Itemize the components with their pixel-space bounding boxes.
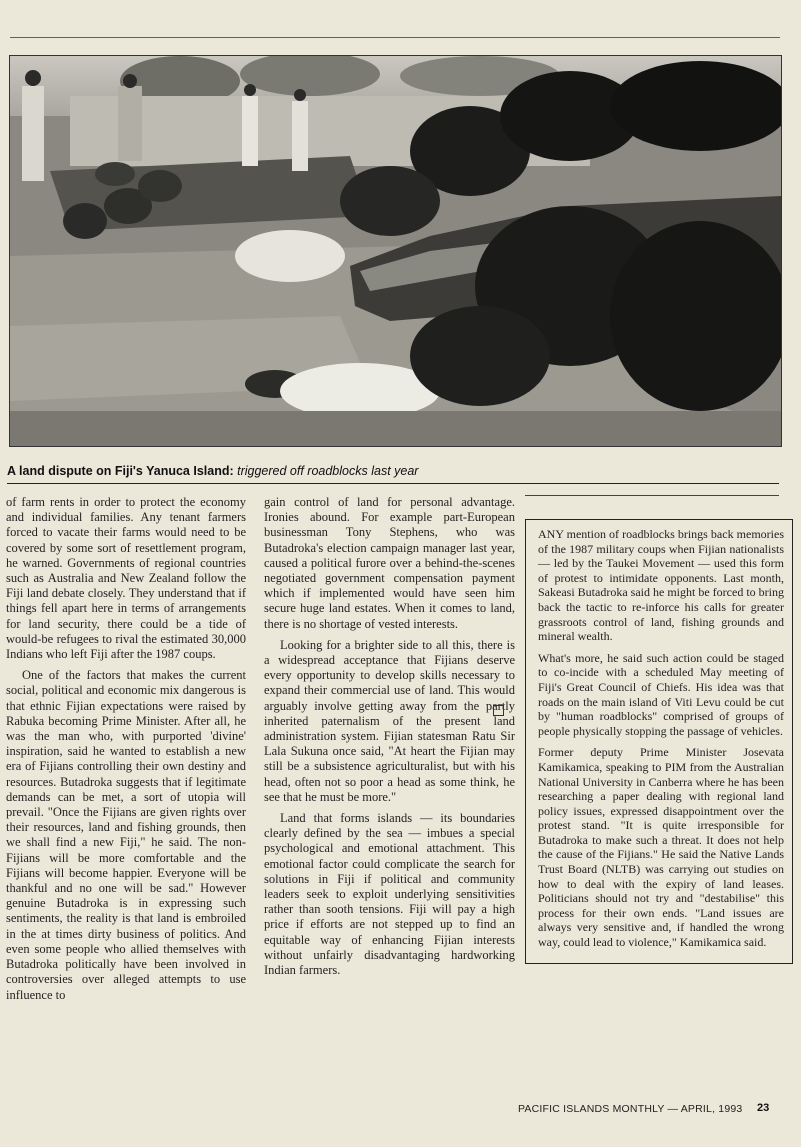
sidebar-paragraph: What's more, he said such action could be staged to co-incide with a scheduled May meeting of Fiji's Great Council of Chiefs. His idea was that roads on the main island of Viti Levu could be cut by "human roadblocks" comprised of groups of people physically stopping the passage of vehicles. (538, 650, 784, 738)
photo-caption (7, 464, 782, 478)
paragraph: gain control of land for personal advantage. Ironies abound. For example part-European businessman Tony Stephens, who was Butadroka's election campaign manager last year, caused a political furore over a behind-the-scenes negotiated government compensation payment which if implemented would have seen him secure huge land estates. When it comes to land, there is no shortage of vested interests. (264, 495, 515, 631)
paragraph: One of the factors that makes the current social, political and economic mix dangerous is that ethnic Fijian expectations were raised by Rabuka becoming Prime Minister. After all, he was the man who, with purported 'divine' inspiration, said he wanted to establish a new era of Fijians controlling their own destiny and resources. Butadroka suggests that if legitimate demands can be met, a sort of utopia will prevail. "Once the Fijians are given rights over their resources, land and fishing grounds, then we shall find a new Fiji," he said. The non-Fijians will be more comfortable and the Fijians will become happier. Everyone will be thankful and no one will be sad." However genuine Butadroka is in expressing such sentiments, the reality is that land is embroiled in the at times dirty business of politics. And even some people who allied themselves with Butadroka politically have been involved in controversies over alleged attempts to use influence to (6, 668, 246, 1002)
paragraph: Looking for a brighter side to all this, there is a widespread acceptance that Fijians deserve every opportunity to develop skills necessary to expand their commercial use of land. This would arguably involve getting away from the partly inherited paternalism of the present land administration system. Fijian statesman Ratu Sir Lala Sukuna once said, "At heart the Fijian may still be a subsistence agriculturalist, but with his head, often not so poor a head as some think, he see that he must be more." (264, 637, 515, 804)
roadblock-photo (9, 55, 782, 447)
article-column-2 (264, 495, 515, 984)
end-of-article-mark (493, 705, 504, 716)
paragraph: Land that forms islands — its boundaries clearly defined by the sea — imbues a special psychological and emotional attachment. This emotional factor could complicate the search for solutions in Fiji if political and community leaders seek to exploit underlying sensitivities rather than sooth tensions. Fiji will pay a high price if efforts are not stepped up to find an equitable way of enhancing Fijian interests without unfairly disadvantaging hardworking Indian farmers. (264, 811, 515, 978)
footer-publication: PACIFIC ISLANDS MONTHLY — APRIL, 1993 (518, 1103, 743, 1115)
sidebar-paragraph: ANY mention of roadblocks brings back memories of the 1987 military coups when Fijian nationalists — led by the Taukei Movement — used this form of protest to intimidate opponents. Last month, Sakeasi Butadroka said he might be forced to bring back the tactic to re-inforce his calls for greater grassroots control of land, fishing grounds and mineral wealth. (538, 527, 784, 644)
paragraph: of farm rents in order to protect the economy and individual families. Any tenant farmers forced to vacate their farms would need to be covered by some sort of resettlement program, he warned. Governments of regional countries such as Australia and New Zealand follow the Fiji land debate closely. They understand that if things fell apart here in terms of arrangements for land security, there could be a tide of would-be refugees to rival the estimated 30,000 Indians who left Fiji after the 1987 coups. (6, 495, 246, 662)
roadblock-photo-drawing (10, 56, 781, 446)
caption-rule (7, 483, 779, 484)
caption-bold: A land dispute on Fiji's Yanuca Island: (7, 464, 234, 478)
sidebar-paragraph: Former deputy Prime Minister Josevata Kamikamica, speaking to PIM from the Australian National University in Canberra where he has been researching a paper dealing with regional land policy issues, expressed disappointment over the protest stand. "It is quite irresponsible for Butadroka to make such a threat. It does not help the cause of the Fijians." He said the Native Lands Trust Board (NLTB) was carrying out studies on how to deal with the expiry of land leases. Politicians should not try and "destabilise" this process for their own ends. "Land issues are always very sensitive and, if handled the wrong way, could lead to violence," Kamikamica said. (538, 745, 784, 950)
caption-italic: triggered off roadblocks last year (237, 464, 419, 478)
top-rule (10, 37, 780, 38)
sidebar-box (525, 519, 793, 964)
sidebar-rule (525, 495, 779, 496)
article-column-1 (6, 495, 246, 1009)
page-number: 23 (757, 1102, 770, 1114)
